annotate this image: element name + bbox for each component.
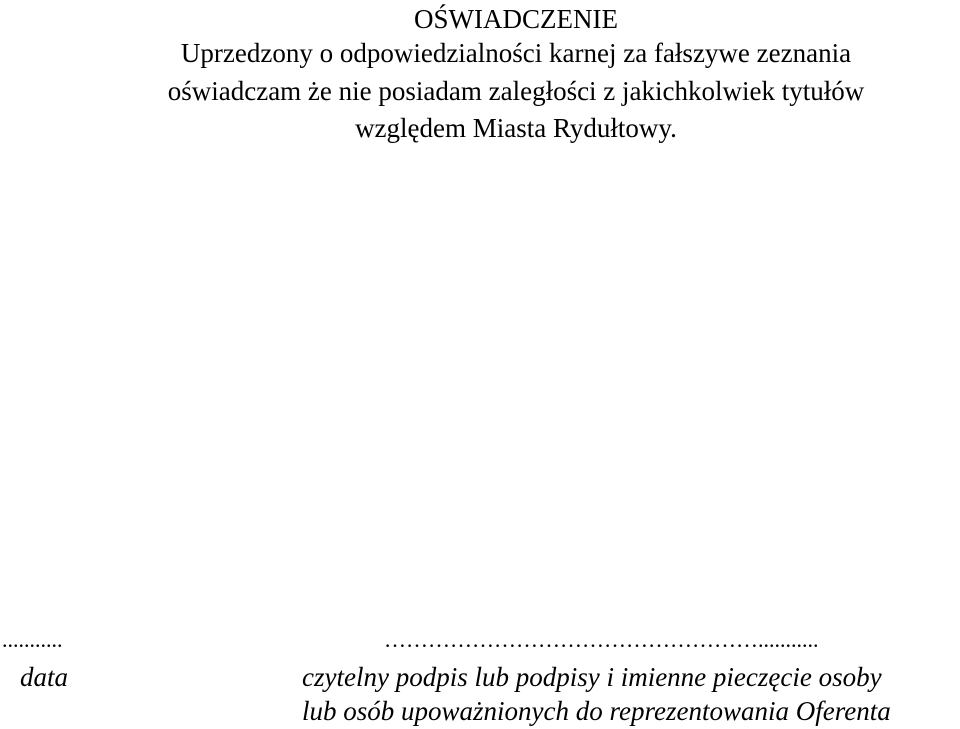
signature-dotted-line: ……………………………………………........... [384, 627, 819, 652]
date-label: data [20, 662, 69, 692]
document-title: OŚWIADCZENIE [414, 4, 618, 34]
signature-label-line-1: czytelny podpis lub podpisy i imienne pieczęcie osoby [302, 662, 882, 692]
statement-line-2: oświadczam że nie posiadam zaległości z jakichkolwiek tytułów [167, 76, 865, 106]
date-dotted-line: ........... [2, 627, 63, 652]
signature-label-line-2: lub osób upoważnionych do reprezentowania Oferenta [302, 696, 891, 726]
statement-line-1: Uprzedzony o odpowiedzialności karnej za fałszywe zeznania [180, 38, 852, 68]
statement-line-3: względem Miasta Rydułtowy. [355, 113, 677, 143]
